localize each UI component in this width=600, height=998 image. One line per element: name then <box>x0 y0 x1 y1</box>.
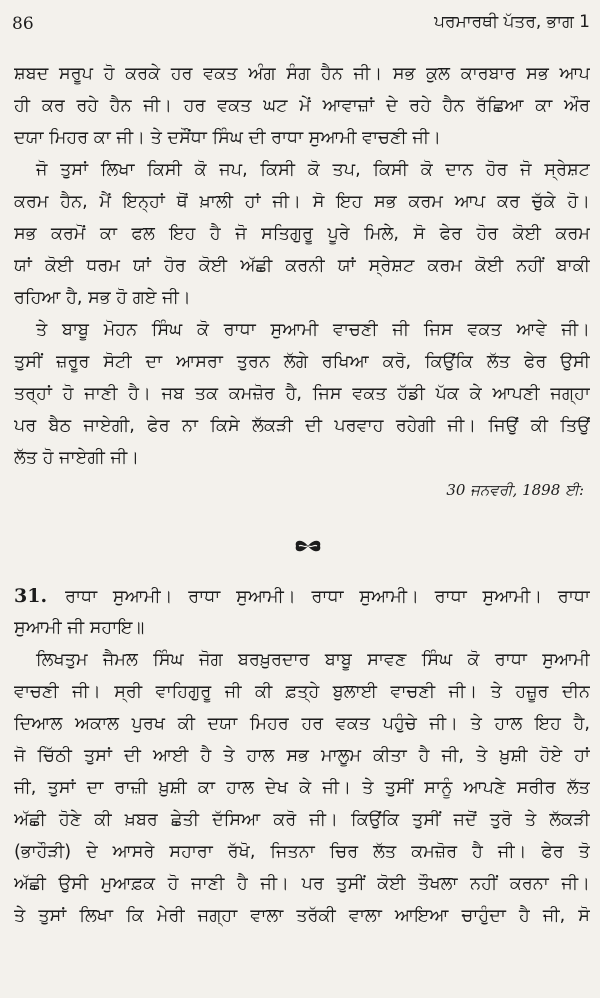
section-divider <box>14 506 590 580</box>
paragraph-2 <box>14 154 590 314</box>
text-line: ਜੀ, ਤੁਸਾਂ ਦਾ ਰਾਜ਼ੀ ਖ਼ੁਸ਼ੀ ਕਾ ਹਾਲ ਦੇਖ ਕੇ ਜੀ। ਤੇ ਤੁਸੀਂ ਸਾਨੂੰ ਆਪਣੇ ਸਰੀਰ ਲੱਤ <box>14 778 590 798</box>
text-line: ਲਿਖਤੁਮ ਜੈਮਲ ਸਿੰਘ ਜੋਗ ਬਰਖ਼ੁਰਦਾਰ ਬਾਬੂ ਸਾਵਣ ਸਿੰਘ ਕੋ ਰਾਧਾ ਸੁਆਮੀ <box>36 650 590 670</box>
text-line: ਤੇ ਤੁਸਾਂ ਲਿਖਾ ਕਿ ਮੇਰੀ ਜਗ੍ਹਾ ਵਾਲਾ ਤਰੱਕੀ ਵਾਲਾ ਆਇਆ ਚਾਹੁੰਦਾ ਹੈ ਜੀ, ਸੋ <box>14 906 590 926</box>
text-line: ਅੱਛੀ ਹੋਣੇ ਕੀ ਖ਼ਬਰ ਛੇਤੀ ਦੱਸਿਆ ਕਰੋ ਜੀ। ਕਿਉਂਕਿ ਤੁਸੀਂ ਜਦੋਂ ਤੁਰੋ ਤੇ ਲੱਕੜੀ <box>14 810 590 830</box>
text-line: ਜੋ ਤੁਸਾਂ ਲਿਖਾ ਕਿਸੀ ਕੋ ਜਪ, ਕਿਸੀ ਕੋ ਤਪ, ਕਿਸੀ ਕੋ ਦਾਨ ਹੋਰ ਜੋ ਸ੍ਰੇਸ਼ਟ <box>36 160 590 180</box>
running-title: ਪਰਮਾਰਥੀ ਪੱਤਰ, ਭਾਗ 1 <box>434 12 590 32</box>
text-line: ਸ਼ਬਦ ਸਰੂਪ ਹੋ ਕਰਕੇ ਹਰ ਵਕਤ ਅੰਗ ਸੰਗ ਹੈਨ ਜੀ। ਸਭ ਕੁਲ ਕਾਰਬਾਰ ਸਭ ਆਪ <box>14 64 590 84</box>
text-line: ਤਰ੍ਹਾਂ ਹੋ ਜਾਣੀ ਹੈ। ਜਬ ਤਕ ਕਮਜ਼ੋਰ ਹੈ, ਜਿਸ ਵਕਤ ਹੱਡੀ ਪੱਕ ਕੇ ਆਪਣੀ ਜਗ੍ਹਾ <box>14 384 590 404</box>
letter-31 <box>14 580 590 932</box>
paragraph-3 <box>14 314 590 474</box>
text-line: ਹੀ ਕਰ ਰਹੇ ਹੈਨ ਜੀ। ਹਰ ਵਕਤ ਘਟ ਮੇਂ ਆਵਾਜ਼ਾਂ ਦੇ ਰਹੇ ਹੈਨ ਰੱਛਿਆ ਕਾ ਔਰ <box>14 96 590 116</box>
text-line: ਸੁਆਮੀ ਜੀ ਸਹਾਇ॥ <box>14 618 145 638</box>
text-line: ਕਰਮ ਹੈਨ, ਮੈਂ ਇਨ੍ਹਾਂ ਥੋਂ ਖ਼ਾਲੀ ਹਾਂ ਜੀ। ਸੋ ਇਹ ਸਭ ਕਰਮ ਆਪ ਕਰ ਚੁੱਕੇ ਹੋ। <box>14 192 590 212</box>
text-line: ਜੋ ਚਿੱਠੀ ਤੁਸਾਂ ਦੀ ਆਈ ਹੈ ਤੇ ਹਾਲ ਸਭ ਮਾਲੂਮ ਕੀਤਾ ਹੈ ਜੀ, ਤੇ ਖ਼ੁਸ਼ੀ ਹੋਏ ਹਾਂ <box>14 746 590 766</box>
text-line: ਅੱਛੀ ਉਸੀ ਮੁਆਫ਼ਕ ਹੋ ਜਾਣੀ ਹੈ ਜੀ। ਪਰ ਤੁਸੀਂ ਕੋਈ ਤੌਖਲਾ ਨਹੀਂ ਕਰਨਾ ਜੀ। <box>14 874 590 894</box>
text-line: ਵਾਚਣੀ ਜੀ। ਸ੍ਰੀ ਵਾਹਿਗੁਰੂ ਜੀ ਕੀ ਫ਼ਤ੍ਹੇ ਬੁਲਾਈ ਵਾਚਣੀ ਜੀ। ਤੇ ਹਜ਼ੂਰ ਦੀਨ <box>14 682 590 702</box>
letter-number: 31. <box>14 585 48 607</box>
text-line: ਦਿਆਲ ਅਕਾਲ ਪੁਰਖ ਕੀ ਦਯਾ ਮਿਹਰ ਹਰ ਵਕਤ ਪਹੁੰਚੇ ਜੀ। ਤੇ ਹਾਲ ਇਹ ਹੈ, <box>14 714 590 734</box>
text-line: ਯਾਂ ਕੋਈ ਧਰਮ ਯਾਂ ਹੋਰ ਕੋਈ ਅੱਛੀ ਕਰਨੀ ਯਾਂ ਸ੍ਰੇਸ਼ਟ ਕਰਮ ਕੋਈ ਨਹੀਂ ਬਾਕੀ <box>14 256 590 276</box>
paragraph-1 <box>14 58 590 154</box>
text-line: ਤੇ ਬਾਬੂ ਮੋਹਨ ਸਿੰਘ ਕੋ ਰਾਧਾ ਸੁਆਮੀ ਵਾਚਣੀ ਜੀ ਜਿਸ ਵਕਤ ਆਵੇ ਜੀ। <box>36 320 590 340</box>
letter-greeting-line <box>14 580 590 612</box>
letter-date: 30 ਜਨਵਰੀ, 1898 ਈ: <box>446 481 584 499</box>
text-line: ਤੁਸੀਂ ਜ਼ਰੂਰ ਸੋਟੀ ਦਾ ਆਸਰਾ ਤੁਰਨ ਲੱਗੇ ਰਖਿਆ ਕਰੋ, ਕਿਉਂਕਿ ਲੱਤ ਫੇਰ ਉਸੀ <box>14 352 590 372</box>
page-header <box>12 8 590 36</box>
text-line: ਰਹਿਆ ਹੈ, ਸਭ ਹੋ ਗਏ ਜੀ। <box>14 288 191 308</box>
text-line: ਪਰ ਬੈਠ ਜਾਏਗੀ, ਫੇਰ ਨਾ ਕਿਸੇ ਲੱਕੜੀ ਦੀ ਪਰਵਾਹ ਰਹੇਗੀ ਜੀ। ਜਿਉਂ ਕੀ ਤਿਉਂ <box>14 416 590 436</box>
page-body <box>14 58 590 932</box>
page-number: 86 <box>12 14 34 34</box>
greeting-text: ਰਾਧਾ ਸੁਆਮੀ। ਰਾਧਾ ਸੁਆਮੀ। ਰਾਧਾ ਸੁਆਮੀ। ਰਾਧਾ ਸੁਆਮੀ। ਰਾਧਾ <box>65 587 590 607</box>
text-line: ਦਯਾ ਮਿਹਰ ਕਾ ਜੀ। ਤੇ ਦਸੌਂਧਾ ਸਿੰਘ ਦੀ ਰਾਧਾ ਸੁਆਮੀ ਵਾਚਣੀ ਜੀ। <box>14 128 441 148</box>
text-line: (ਭਾਹੌੜੀ) ਦੇ ਆਸਰੇ ਸਹਾਰਾ ਰੱਖੋ, ਜਿਤਨਾ ਚਿਰ ਲੱਤ ਕਮਜ਼ੋਰ ਹੈ ਜੀ। ਫੇਰ ਤੋ <box>14 842 590 862</box>
text-line: ਲੱਤ ਹੋ ਜਾਏਗੀ ਜੀ। <box>14 448 140 468</box>
text-line: ਸਭ ਕਰਮੋਂ ਕਾ ਫਲ ਇਹ ਹੈ ਜੋ ਸਤਿਗੁਰੂ ਪੂਰੇ ਮਿਲੇ, ਸੋ ਫੇਰ ਹੋਰ ਕੋਈ ਕਰਮ <box>14 224 590 244</box>
floral-ornament-icon <box>290 536 326 556</box>
